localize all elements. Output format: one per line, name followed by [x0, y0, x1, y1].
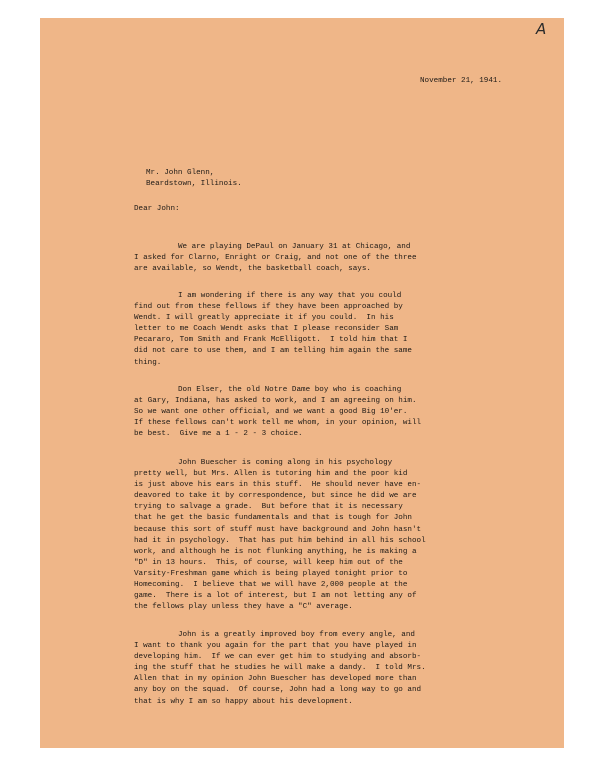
text-line: ing the stuff that he studies he will make a dandy. I told Mrs. [134, 664, 426, 673]
recipient-name: Mr. John Glenn, [146, 169, 215, 177]
page-annotation: A [536, 20, 547, 38]
recipient-city: Beardstown, Illinois. [146, 180, 242, 189]
text-line: Don Elser, the old Notre Dame boy who is coaching [178, 386, 402, 394]
text-line: had it in psychology. That has put him behind in all his school [134, 536, 426, 545]
text-line: Homecoming. I believe that we will have 2,000 people at the [134, 581, 408, 590]
letter-date: November 21, 1941. [420, 77, 503, 85]
paragraph-4 [134, 458, 564, 613]
text-line: that he get the basic fundamentals and that is tough for John [134, 514, 412, 523]
paragraph-5 [134, 630, 564, 708]
recipient-address [146, 168, 242, 190]
text-line: because this sort of stuff must have background and John hasn't [134, 525, 422, 534]
text-line: game. There is a lot of interest, but I am not letting any of [134, 592, 417, 601]
text-line: Pecararo, Tom Smith and Frank McElligott. I told him that I [134, 336, 408, 345]
text-line: be best. Give me a 1 - 2 - 3 choice. [134, 430, 303, 439]
text-line: John is a greatly improved boy from every angle, and [178, 631, 415, 639]
text-line: that is why I am so happy about his development. [134, 697, 353, 706]
text-line: Allen that in my opinion John Buescher has developed more than [134, 675, 417, 684]
text-line: deavored to take it by correspondence, but since he did we are [134, 492, 417, 501]
text-line: are available, so Wendt, the basketball coach, says. [134, 265, 371, 274]
text-line: letter to me Coach Wendt asks that I please reconsider Sam [134, 325, 399, 334]
paragraph-1 [134, 242, 564, 275]
text-line: thing. [134, 358, 162, 367]
paragraph-2 [134, 291, 564, 369]
text-line: So we want one other official, and we want a good Big 10'er. [134, 408, 408, 417]
text-line: work, and although he is not flunking anything, he is making a [134, 547, 417, 556]
paragraph-3 [134, 385, 564, 440]
text-line: I am wondering if there is any way that you could [178, 292, 402, 300]
text-line: I asked for Clarno, Enright or Craig, and not one of the three [134, 254, 417, 263]
text-line: John Buescher is coming along in his psychology [178, 459, 393, 467]
text-line: pretty well, but Mrs. Allen is tutoring him and the poor kid [134, 470, 408, 479]
text-line: did not care to use them, and I am telling him again the same [134, 347, 412, 356]
text-line: "D" in 13 hours. This, of course, will keep him out of the [134, 558, 403, 567]
text-line: Wendt. I will greatly appreciate it if you could. In his [134, 314, 394, 323]
salutation: Dear John: [134, 205, 180, 213]
text-line: is just above his ears in this stuff. He should never have en- [134, 481, 422, 490]
text-line: any boy on the squad. Of course, John had a long way to go and [134, 686, 422, 695]
text-line: I want to thank you again for the part that you have played in [134, 642, 417, 651]
text-line: at Gary, Indiana, has asked to work, and I am agreeing on him. [134, 397, 417, 406]
text-line: the fellows play unless they have a "C" average. [134, 603, 353, 612]
text-line: We are playing DePaul on January 31 at Chicago, and [178, 243, 411, 251]
text-line: If these fellows can't work tell me whom, in your opinion, will [134, 419, 422, 428]
letter-page [40, 18, 564, 748]
text-line: Varsity-Freshman game which is being played tonight prior to [134, 569, 408, 578]
text-line: developing him. If we can ever get him to studying and absorb- [134, 653, 422, 662]
text-line: trying to salvage a grade. But before that it is necessary [134, 503, 403, 512]
text-line: find out from these fellows if they have been approached by [134, 303, 403, 312]
